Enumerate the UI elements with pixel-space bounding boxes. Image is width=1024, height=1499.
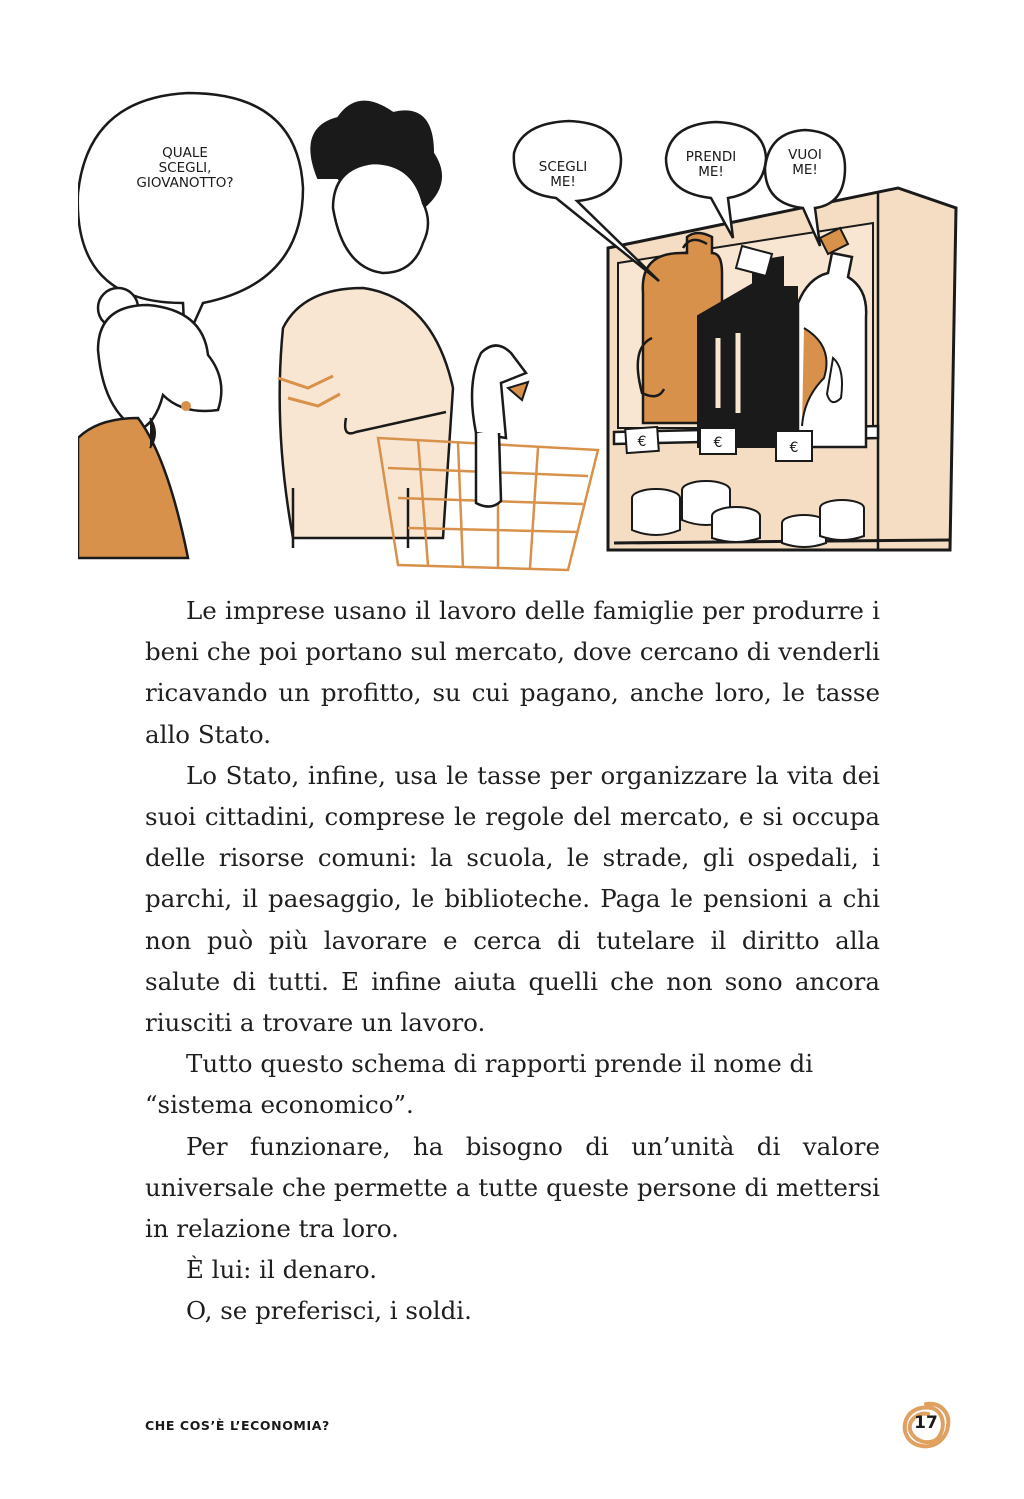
paragraph: Tutto questo schema di rapporti prende il nome di “sistema economico”. — [145, 1049, 814, 1120]
grandma-speech-bubble: QUALE SCEGLI, GIOVANOTTO? — [136, 145, 234, 191]
body-text — [145, 590, 880, 1332]
price-tag-3: € — [789, 440, 799, 456]
rubber-chicken — [472, 346, 528, 507]
grandma — [78, 288, 221, 558]
page-number: 17 — [914, 1413, 938, 1433]
bottle-speech-bubble-1: SCEGLI ME! — [538, 159, 588, 190]
paragraph: Lo Stato, infine, usa le tasse per organizzare la vita dei suoi cittadini, comprese le regole del mercato, e si occupa delle risorse comuni: la scuola, le strade, gli ospedali, i parchi, il paesaggio, le biblioteche. Paga le pensioni a chi non può più lavorare e cerca di tutelare il diritto alla salute di tutti. E infine aiuta quelli che non sono ancora riusciti a trovare un lavoro. — [145, 760, 880, 1038]
page-number-badge — [898, 1398, 954, 1452]
paragraph: Le imprese usano il lavoro delle famiglie per produrre i beni che poi portano sul mercato, dove cercano di venderli ricavando un profitto, su cui pagano, anche loro, le tasse allo Stato. — [145, 596, 880, 749]
paragraph: Per funzionare, ha bisogno di un’unità di valore universale che permette a tutte queste persone di mettersi in relazione tra loro. — [145, 1131, 880, 1244]
supermarket-illustration — [78, 88, 958, 572]
paragraph: O, se preferisci, i soldi. — [186, 1296, 472, 1326]
running-footer-title: CHE COS’È L’ECONOMIA? — [145, 1418, 330, 1433]
young-man — [278, 102, 453, 548]
price-tag-2: € — [713, 435, 723, 451]
price-tag-1: € — [637, 434, 647, 450]
bottle-speech-bubble-2: PRENDI ME! — [685, 149, 737, 180]
paragraph: È lui: il denaro. — [186, 1255, 378, 1285]
bottle-speech-bubble-3: VUOI ME! — [788, 147, 822, 178]
